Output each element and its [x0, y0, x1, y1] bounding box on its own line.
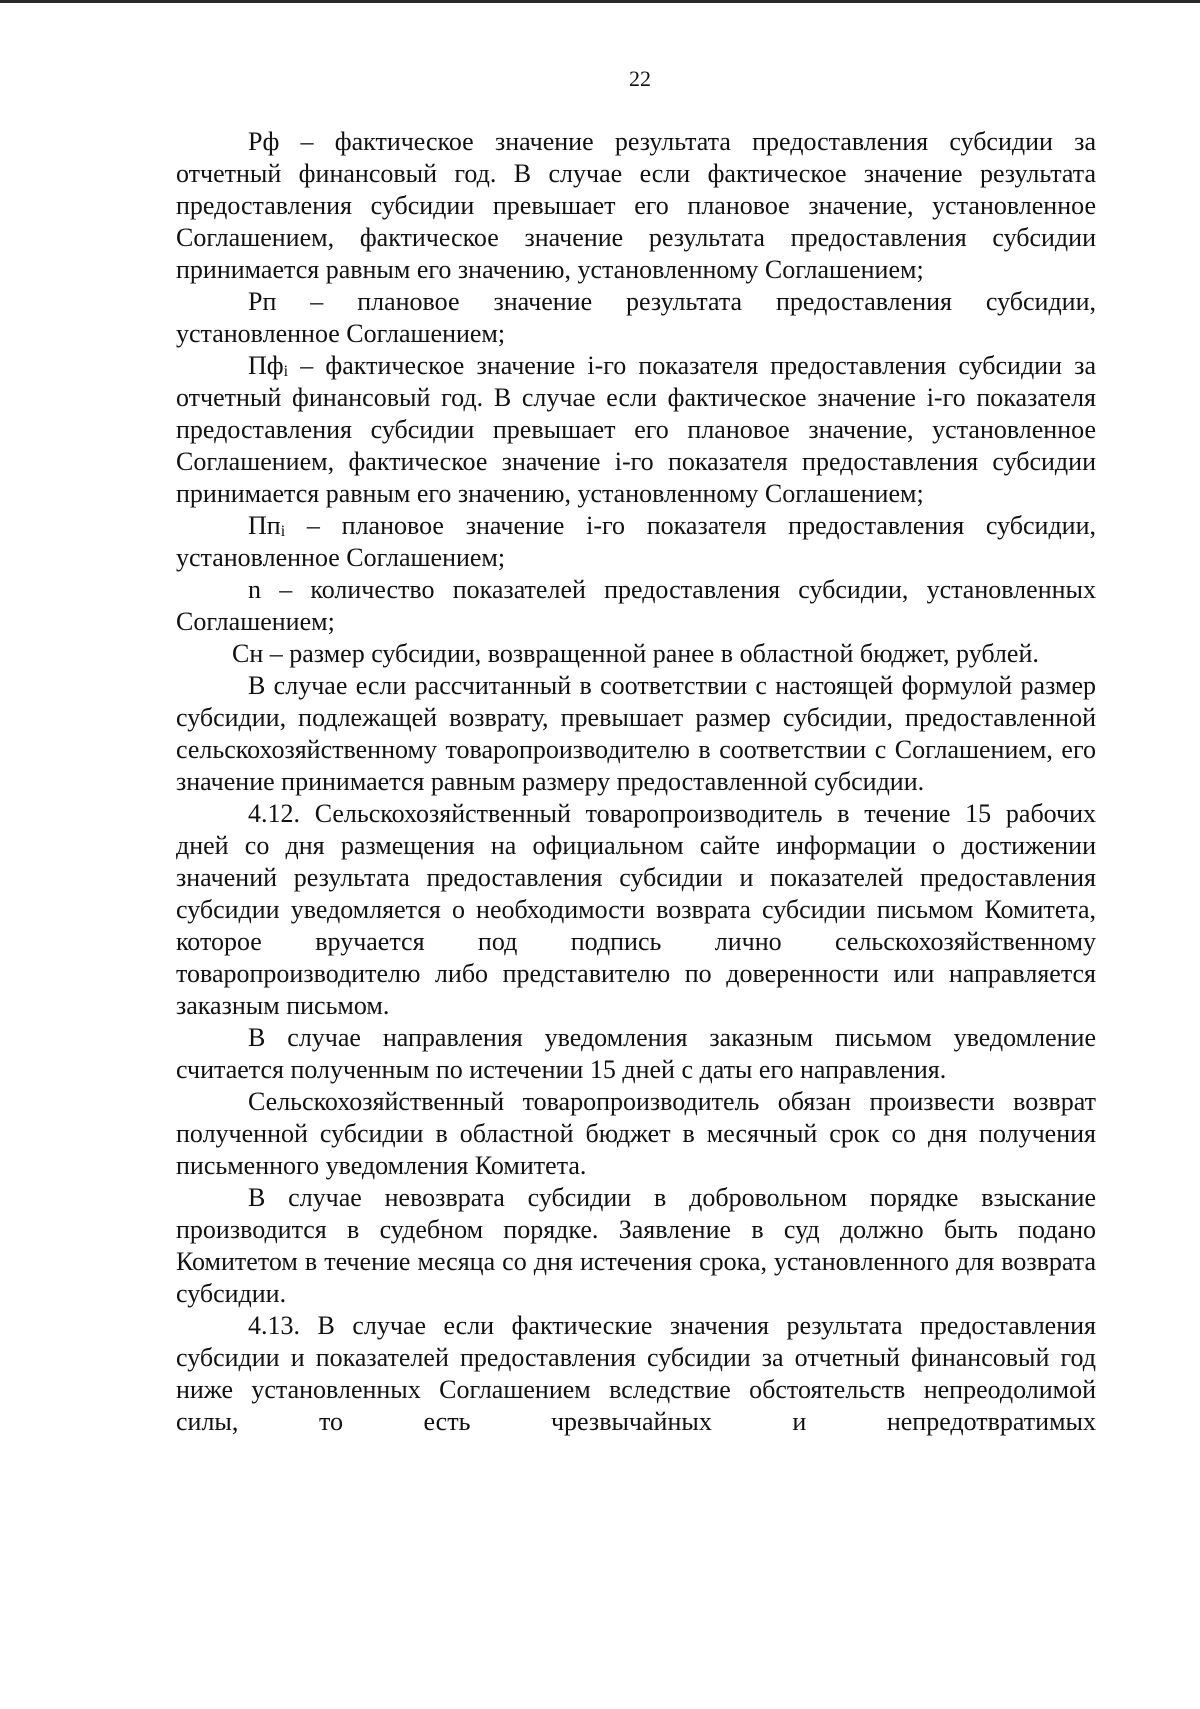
formula-symbol-pf: Пф	[248, 351, 284, 380]
formula-symbol-pp: Пп	[248, 511, 281, 540]
paragraph-court-recovery: В случае невозврата субсидии в добровольном порядке взыскание производится в судебном порядке. Заявление в суд должно быть подано Комитетом в течение месяца со дня истечения срока, установленного для возврата субсидии.	[176, 1183, 1096, 1308]
paragraph-registered-letter: В случае направления уведомления заказным письмом уведомление считается полученным по истечении 15 дней с даты его направления.	[176, 1023, 1096, 1084]
paragraph-clause-4-12: 4.12. Сельскохозяйственный товаропроизводитель в течение 15 рабочих дней со дня размещения на официальном сайте информации о достижении значений результата предоставления субсидии и показателей предоставления субсидии уведомляется о необходимости возврата субсидии письмом Комитета, которое вручается под подпись лично сельскохозяйственному товаропроизводителю либо представителю по доверенности или направляется заказным письмом.	[176, 799, 1096, 1020]
paragraph-return-obligation: Сельскохозяйственный товаропроизводитель обязан произвести возврат полученной субсидии в областной бюджет в месячный срок со дня получения письменного уведомления Комитета.	[176, 1087, 1096, 1180]
paragraph-n-definition: n – количество показателей предоставления субсидии, установленных Соглашением;	[176, 575, 1096, 636]
page-number: 22	[629, 66, 651, 91]
formula-index-i: i	[283, 363, 289, 380]
formula-index-i: i	[280, 523, 286, 540]
paragraph-excess-case: В случае если рассчитанный в соответствии с настоящей формулой размер субсидии, подлежащей возврату, превышает размер субсидии, предоставленной сельскохозяйственному товаропроизводителю в соответствии с Соглашением, его значение принимается равным размеру предоставленной субсидии.	[176, 671, 1096, 796]
paragraph-rf-definition: Рф – фактическое значение результата предоставления субсидии за отчетный финансовый год. В случае если фактическое значение результата предоставления субсидии превышает его плановое значение, установленное Соглашением, фактическое значение результата предоставления субсидии принимается равным его значению, установленному Соглашением;	[176, 127, 1096, 284]
paragraph-rp-definition: Рп – плановое значение результата предоставления субсидии, установленное Соглашением;	[176, 287, 1096, 348]
document-body	[176, 126, 1096, 1438]
paragraph-pfi-definition: $Пф_i$ – фактическое значение i-го показателя предоставления субсидии за отчетный финансовый год. В случае если фактическое значение i-го показателя предоставления субсидии превышает его плановое значение, установленное Соглашением, фактическое значение i-го показателя предоставления субсидии принимается равным его значению, установленному Соглашением;	[176, 351, 1096, 508]
paragraph-sn-definition: Сн – размер субсидии, возвращенной ранее в областной бюджет, рублей.	[232, 639, 1039, 668]
paragraph-ppi-definition: $Пп_i$ – плановое значение i-го показателя предоставления субсидии, установленное Соглашением;	[176, 511, 1096, 572]
page-top-border	[0, 0, 1200, 3]
paragraph-clause-4-13: 4.13. В случае если фактические значения результата предоставления субсидии и показателей предоставления субсидии за отчетный финансовый год ниже установленных Соглашением вследствие обстоятельств непреодолимой силы, то есть чрезвычайных и непредотвратимых	[176, 1311, 1096, 1436]
